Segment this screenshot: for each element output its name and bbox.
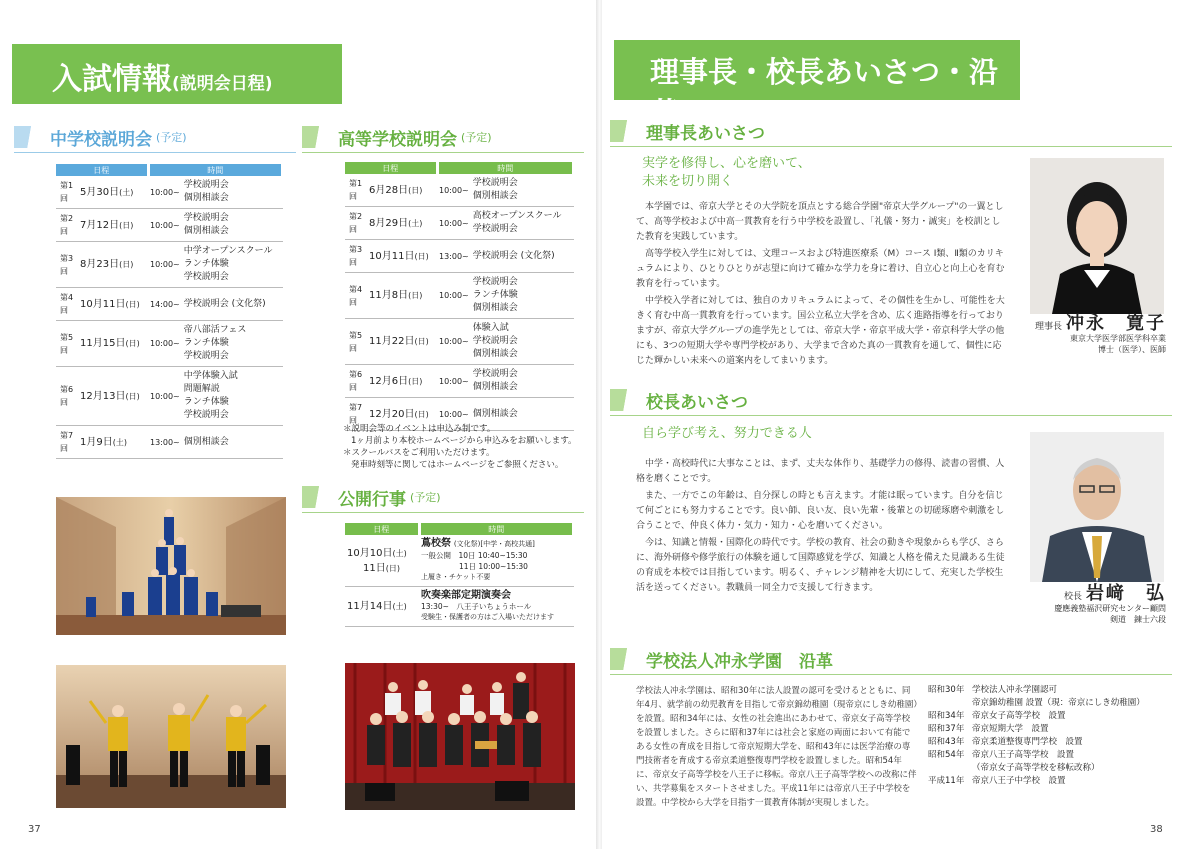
music-club-photo xyxy=(345,663,575,810)
table-row xyxy=(56,288,283,321)
session-number: 第2回 xyxy=(345,207,367,240)
chair-section-header xyxy=(610,118,1162,144)
note-line: 1ヶ月前より本校ホームページから申込みをお願いします。 xyxy=(351,436,577,446)
event-item: 学校説明会 xyxy=(472,336,518,346)
history-section-header xyxy=(610,646,1162,672)
session-time: 10:00~ xyxy=(437,319,471,365)
session-events xyxy=(182,242,283,288)
principal-section-header xyxy=(610,387,1162,413)
principal-nameplate xyxy=(1012,583,1166,625)
session-time: 10:00~ xyxy=(148,242,182,288)
session-time: 13:00~ xyxy=(437,240,471,273)
col-header-date: 日程 xyxy=(56,164,148,176)
session-date: 11月22日(日) xyxy=(367,319,437,365)
senior-section-header xyxy=(302,124,574,150)
table-row xyxy=(345,240,574,273)
session-date: 10月11日(日) xyxy=(367,240,437,273)
session-number: 第7回 xyxy=(345,398,367,431)
junior-subtitle: (予定) xyxy=(156,131,187,144)
session-events xyxy=(182,426,283,459)
section-tab-icon xyxy=(610,648,640,670)
note-line: ＊説明会等のイベントは申込み制です。 xyxy=(343,424,496,434)
session-number: 第1回 xyxy=(345,174,367,207)
timeline-item: 昭和37年 帝京短期大学 設置 xyxy=(928,724,1049,734)
event-item: 学校説明会 (文化祭) xyxy=(183,298,266,309)
paragraph: 今は、知識と情報・国際化の時代です。学校の教育、社会の動きや現象からも学び、さらに、海外研修や修学旅行の体験を通して国際感覚を学び、知識と人格を備えた見識ある生徒の育成を本校では目指しています。明るく、チャレンジ精神を大切にして、充実した学校生活を送ってください。教職員一同全力で支援して行きます。 xyxy=(636,538,1005,593)
right-page xyxy=(602,0,1200,849)
table-row xyxy=(56,209,283,242)
table-row xyxy=(345,319,574,365)
event-item: 学校説明会 (文化祭) xyxy=(472,250,555,261)
note-line: ＊スクールバスをご利用いただけます。 xyxy=(343,448,495,458)
table-row xyxy=(345,365,574,398)
senior-subtitle: (予定) xyxy=(461,131,492,144)
junior-schedule-table xyxy=(56,164,284,459)
chair-catchphrase: 実学を修得し、心を磨いて、 未来を切り開く xyxy=(642,156,811,189)
principal-catchphrase: 自ら学び考え、努力できる人 xyxy=(642,426,812,441)
chair-portrait xyxy=(1030,158,1164,314)
session-number: 第4回 xyxy=(56,288,78,321)
section-tab-icon xyxy=(610,389,640,411)
event-name: 吹奏楽部定期演奏会 xyxy=(421,590,511,601)
table-row xyxy=(345,174,574,207)
page-number-left: 37 xyxy=(28,824,41,835)
event-item: ランチ体験 xyxy=(183,338,229,348)
col-header-date: 日程 xyxy=(345,162,437,174)
event-item: 個別相談会 xyxy=(183,226,229,236)
session-time: 10:00~ xyxy=(148,176,182,209)
event-item: 問題解説 xyxy=(183,384,220,394)
event-item: 学校説明会 xyxy=(472,224,518,234)
junior-title: 中学校説明会 xyxy=(50,129,152,150)
timeline-item: 昭和43年 帝京柔道整復専門学校 設置 xyxy=(928,737,1083,747)
session-time: 13:00~ xyxy=(148,426,182,459)
principal-credential: 慶應義塾福沢研究センター顧問 xyxy=(1054,604,1166,613)
session-events xyxy=(471,319,574,365)
event-item: 個別相談会 xyxy=(472,408,518,419)
event-item: 学校説明会 xyxy=(183,410,229,420)
senior-schedule-table xyxy=(345,162,575,431)
col-header-date: 日程 xyxy=(345,523,419,535)
timeline-item: （帝京女子高等学校を移転改称） xyxy=(972,763,1100,773)
table-row xyxy=(56,321,283,367)
event-item: 個別相談会 xyxy=(183,193,229,203)
session-number: 第3回 xyxy=(56,242,78,288)
history-timeline xyxy=(928,684,1168,788)
event-item: 個別相談会 xyxy=(472,349,518,359)
event-item: ランチ体験 xyxy=(183,397,229,407)
history-text: 学校法人冲永学園は、昭和30年に法人設置の認可を受けるとともに、同年4月、就学前の幼児教育を目指して帝京錦幼稚園（現帝京にしき幼稚園）を設置。昭和34年には、女性の社会進出にあわせて、帝京女子高等学校を設置しました。さらに昭和37年には社会と家庭の両面において有能である女性の育成を目指して帝京短期大学を、昭和43年には医学治療の専門技術者を育成する帝京柔道整復専門学校を設置しました。昭和54年に、帝京女子高等学校を八王子に移転。帝京八王子高等学校への改称に伴い、共学募集をスタートさせました。平成11年には帝京八王子中学校を設置。中学校から大学を目指す一貫教育体制が実現しました。 xyxy=(636,686,918,808)
session-number: 第5回 xyxy=(56,321,78,367)
table-row xyxy=(56,176,283,209)
session-date: 1月9日(土) xyxy=(78,426,148,459)
session-date: 8月29日(土) xyxy=(367,207,437,240)
timeline-item: 帝京錦幼稚園 設置（現：帝京にしき幼稚園） xyxy=(972,698,1145,708)
greetings-banner: 理事長・校長あいさつ・沿革 xyxy=(614,40,1020,100)
session-number: 第6回 xyxy=(345,365,367,398)
table-row xyxy=(56,242,283,288)
session-date: 12月13日(日) xyxy=(78,367,148,426)
event-item: 学校説明会 xyxy=(472,369,518,379)
event-item: 学校説明会 xyxy=(183,180,229,190)
section-tab-icon xyxy=(14,126,44,148)
paragraph: 中学・高校時代に大事なことは、まず、丈夫な体作り、基礎学力の修得、読書の習慣、人格を磨くことです。 xyxy=(636,459,1005,484)
paragraph: 本学園では、帝京大学とその大学院を頂点とする総合学園"帝京大学グループ"の一翼として、高等学校および中高一貫教育を行う中学校を設置し、「礼儀・努力・誠実」を校訓とした教育を実践しています。 xyxy=(636,202,1004,242)
admission-title: 入試情報 xyxy=(52,62,172,97)
session-number: 第5回 xyxy=(345,319,367,365)
event-item: 学校説明会 xyxy=(472,178,518,188)
col-header-time: 時間 xyxy=(148,164,283,176)
timeline-item: 平成11年 帝京八王子中学校 設置 xyxy=(928,776,1066,786)
chair-nameplate xyxy=(1012,313,1166,355)
event-item: 帝八部活フェス xyxy=(183,325,247,335)
session-number: 第3回 xyxy=(345,240,367,273)
section-tab-icon xyxy=(610,120,640,142)
admission-banner xyxy=(12,44,342,104)
paragraph: 高等学校入学生に対しては、文理コースおよび特進医療系（M）コース Ⅰ類、Ⅱ類のカリキュラムにより、ひとりひとりが志望に向けて確かな学力を身に着け、自立心と向上心を育む教育を行っています。 xyxy=(636,249,1005,289)
event-item: 学校説明会 xyxy=(183,351,229,361)
session-time: 10:00~ xyxy=(437,365,471,398)
events-section-header xyxy=(302,484,574,510)
session-time: 14:00~ xyxy=(148,288,182,321)
timeline-item: 昭和34年 帝京女子高等学校 設置 xyxy=(928,711,1066,721)
principal-role: 校長 xyxy=(1063,592,1082,602)
session-date: 12月20日(日) xyxy=(367,398,437,431)
chair-name: 冲永 寛子 xyxy=(1066,313,1166,334)
session-time: 10:00~ xyxy=(437,207,471,240)
session-events xyxy=(182,321,283,367)
event-name: 蔦校祭 xyxy=(421,538,451,549)
session-date: 11月8日(日) xyxy=(367,273,437,319)
event-item: ランチ体験 xyxy=(472,290,518,300)
col-header-time: 時間 xyxy=(437,162,574,174)
principal-credential: 剣道 錬士六段 xyxy=(1110,615,1166,624)
senior-title: 高等学校説明会 xyxy=(338,129,457,150)
session-number: 第7回 xyxy=(56,426,78,459)
session-date: 7月12日(日) xyxy=(78,209,148,242)
section-tab-icon xyxy=(302,126,332,148)
event-item: 個別相談会 xyxy=(183,436,229,447)
junior-section-header xyxy=(14,124,286,150)
event-item: 中学オープンスクール xyxy=(183,246,273,256)
table-row xyxy=(56,367,283,426)
col-header-time: 時間 xyxy=(419,523,574,535)
page-number-right: 38 xyxy=(1150,824,1163,835)
session-number: 第4回 xyxy=(345,273,367,319)
session-time: 10:00~ xyxy=(148,367,182,426)
session-number: 第2回 xyxy=(56,209,78,242)
chair-message xyxy=(636,200,1008,371)
event-item: 学校説明会 xyxy=(472,277,518,287)
paragraph: 中学校入学者に対しては、独自のカリキュラムによって、その個性を生かし、可能性を大きく育む中高一貫教育を行っています。国公立私立大学を含め、広く進路指導を行っておりますが、帝京大学グループの進学先としては、帝京大学・帝京平成大学・帝京科学大学の他にも、3つの短期大学や専門学校があり、大学まで含めた真の一貫教育を通して、個性に応じた輝かしい未来への道案内をしてまいります。 xyxy=(636,296,1005,366)
events-title: 公開行事 xyxy=(338,489,406,510)
session-date: 12月6日(日) xyxy=(367,365,437,398)
session-events xyxy=(182,176,283,209)
event-item: 学校説明会 xyxy=(183,272,229,282)
history-heading: 学校法人冲永学園 沿革 xyxy=(646,651,833,672)
event-item: 個別相談会 xyxy=(472,191,518,201)
left-page xyxy=(0,0,598,849)
senior-notes xyxy=(343,423,583,471)
session-events xyxy=(471,207,574,240)
session-events xyxy=(471,240,574,273)
table-row: 11月14日(土) 吹奏楽部定期演奏会 13:30~ 八王子いちょうホール 受験生・保護者の方はご入場いただけます xyxy=(345,587,574,627)
events-table xyxy=(345,523,575,627)
session-events xyxy=(182,209,283,242)
session-date: 11月15日(日) xyxy=(78,321,148,367)
principal-heading: 校長あいさつ xyxy=(646,392,748,413)
session-events xyxy=(471,174,574,207)
admission-subtitle: (説明会日程) xyxy=(172,74,273,94)
chair-role: 理事長 xyxy=(1034,322,1062,332)
event-item: 個別相談会 xyxy=(472,303,518,313)
chair-credential: 東京大学医学部医学科卒業 xyxy=(1070,334,1166,343)
principal-message xyxy=(636,457,1010,598)
table-row: 10月10日(土) 11日(日) 蔦校祭 (文化祭)[中学・高校共通] 一般公開 10日 10:40~15:30 11日 10:00~15:30 上履き・チケット不要 xyxy=(345,535,574,587)
event-item: 体験入試 xyxy=(472,323,509,333)
note-line: 発車時刻等に関してはホームページをご参照ください。 xyxy=(351,460,564,470)
event-item: 中学体験入試 xyxy=(183,371,238,381)
paragraph: また、一方でこの年齢は、自分探しの時とも言えます。才能は眠っています。自分を信じて何ごとにも努力することです。良い師、良い友、良い先輩・後輩との切磋琢磨や刺激をし合うことで、仲良く体力・気力・知力・心を磨いてください。 xyxy=(636,491,1005,531)
session-time: 10:00~ xyxy=(148,321,182,367)
event-item: 個別相談会 xyxy=(472,382,518,392)
session-time: 10:00~ xyxy=(437,273,471,319)
session-events xyxy=(471,365,574,398)
session-number: 第1回 xyxy=(56,176,78,209)
session-events xyxy=(471,273,574,319)
timeline-item: 昭和54年 帝京八王子高等学校 設置 xyxy=(928,750,1075,760)
table-row xyxy=(56,426,283,459)
chair-heading: 理事長あいさつ xyxy=(646,123,765,144)
session-events xyxy=(182,367,283,426)
principal-portrait xyxy=(1030,432,1164,582)
session-date: 5月30日(土) xyxy=(78,176,148,209)
session-date: 6月28日(日) xyxy=(367,174,437,207)
session-time: 10:00~ xyxy=(437,398,471,431)
table-row xyxy=(345,207,574,240)
events-subtitle: (予定) xyxy=(410,491,441,504)
table-row xyxy=(345,273,574,319)
principal-name: 岩﨑 弘 xyxy=(1086,583,1166,604)
brass-band-photo xyxy=(56,665,286,808)
cheerleading-photo xyxy=(56,497,286,635)
timeline-item: 昭和30年 学校法人冲永学園認可 xyxy=(928,685,1058,695)
session-time: 10:00~ xyxy=(437,174,471,207)
event-item: 学校説明会 xyxy=(183,213,229,223)
session-time: 10:00~ xyxy=(148,209,182,242)
session-number: 第6回 xyxy=(56,367,78,426)
event-item: 高校オープンスクール xyxy=(472,211,562,221)
session-events xyxy=(182,288,283,321)
session-date: 10月11日(日) xyxy=(78,288,148,321)
chair-credential: 博士（医学）、医師 xyxy=(1098,345,1166,354)
session-date: 8月23日(日) xyxy=(78,242,148,288)
event-item: ランチ体験 xyxy=(183,259,229,269)
section-tab-icon xyxy=(302,486,332,508)
